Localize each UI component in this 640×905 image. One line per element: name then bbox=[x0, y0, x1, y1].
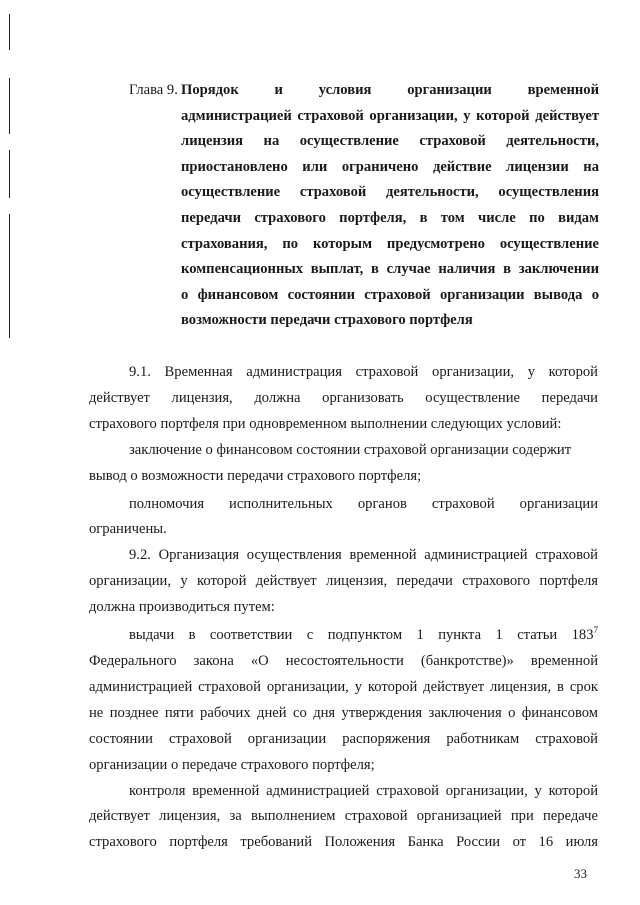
text-line: действует лицензия, за выполнением страховой организацией при передаче bbox=[89, 808, 598, 825]
text-line: Федерального закона «О несостоятельности (банкротстве)» временной bbox=[89, 652, 598, 669]
chapter-title-line: лицензия на осуществление страховой деятельности, bbox=[181, 133, 599, 150]
text-line: 9.1. Временная администрация страховой организации, у которой bbox=[129, 364, 598, 380]
chapter-title bbox=[181, 78, 599, 334]
chapter-title-line: осуществление страховой деятельности, осуществления bbox=[181, 184, 599, 201]
text-line: полномочия исполнительных органов страховой организации bbox=[129, 495, 598, 512]
chapter-title-line: страхования, по которым предусмотрено осуществление bbox=[181, 235, 599, 252]
text-line bbox=[89, 623, 598, 649]
chapter-title-line: возможности передачи страхового портфеля bbox=[181, 312, 473, 329]
paragraph-9-1 bbox=[89, 360, 598, 438]
text-line: страхового портфеля требований Положения Банка России от 16 июля bbox=[89, 834, 598, 851]
scan-artifact-mark bbox=[9, 214, 10, 338]
chapter-title-line: приостановлено или ограничено действие лицензии на bbox=[181, 158, 599, 175]
text-line: контроля временной администрацией страховой организации, у которой bbox=[129, 782, 598, 799]
text-line: страхового портфеля при одновременном выполнении следующих условий: bbox=[89, 415, 562, 432]
scan-artifact-mark bbox=[9, 78, 10, 134]
text-line: организации о передаче страхового портфеля; bbox=[89, 756, 375, 773]
footnote-superscript: 7 bbox=[593, 625, 598, 636]
text-line: администрацией страховой организации, у которой действует лицензия, в срок bbox=[89, 678, 598, 695]
chapter-label: Глава 9. bbox=[129, 82, 178, 98]
text-line: заключение о финансовом состоянии страховой организации содержит bbox=[129, 441, 572, 458]
text-line: не позднее пяти рабочих дней со дня утверждения заключения о финансовом bbox=[89, 704, 598, 721]
text-line: состоянии страховой организации распоряжения работникам страховой bbox=[89, 730, 598, 747]
scan-artifact-mark bbox=[9, 14, 10, 50]
paragraph-issuance bbox=[89, 623, 598, 778]
paragraph-9-2 bbox=[89, 543, 598, 621]
body-text bbox=[89, 360, 598, 856]
text-line: действует лицензия, должна организовать осуществление передачи bbox=[89, 389, 598, 406]
text-line: 9.2. Организация осуществления временной администрацией страховой bbox=[129, 547, 598, 564]
text-line-main: выдачи в соответствии с подпунктом 1 пункта 1 статьи 183 bbox=[129, 627, 594, 644]
chapter-title-line: Порядок и условия организации временной bbox=[181, 82, 599, 98]
scan-artifact-mark bbox=[9, 150, 10, 198]
chapter-title-line: администрацией страховой организации, у которой действует bbox=[181, 107, 599, 124]
paragraph-condition-2 bbox=[89, 492, 598, 544]
text-line: ограничены. bbox=[89, 521, 167, 538]
chapter-title-line: компенсационных выплат, в случае наличия в заключении bbox=[181, 261, 599, 278]
text-line: организации, у которой действует лицензия, передачи страхового портфеля bbox=[89, 573, 598, 590]
chapter-title-line: о финансовом состоянии страховой организации вывода о bbox=[181, 286, 599, 303]
text-line: должна производиться путем: bbox=[89, 599, 275, 616]
chapter-heading bbox=[129, 78, 599, 334]
paragraph-condition-1 bbox=[89, 438, 598, 490]
chapter-title-line: передачи страхового портфеля, в том числе по видам bbox=[181, 209, 599, 226]
paragraph-control bbox=[89, 779, 598, 857]
text-line: вывод о возможности передачи страхового портфеля; bbox=[89, 467, 422, 484]
page-number: 33 bbox=[574, 866, 587, 881]
